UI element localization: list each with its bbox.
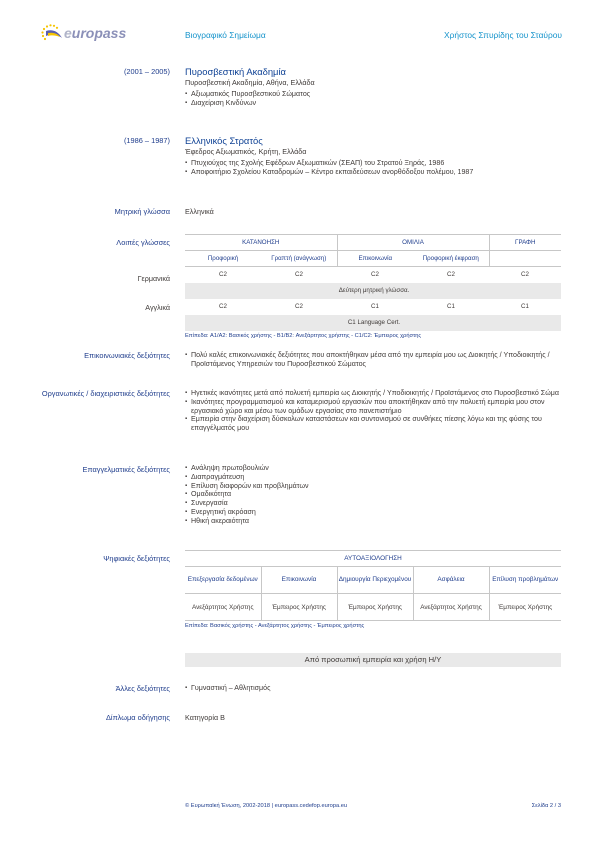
digital-value-cell: Ανεξάρτητος Χρήστης	[413, 594, 489, 621]
digital-header-cell: Επεξεργασία δεδομένων	[185, 567, 261, 594]
digital-value-cell: Έμπειρος Χρήστης	[337, 594, 413, 621]
table-row	[185, 594, 561, 621]
education-1-dates: (2001 – 2005)	[123, 67, 170, 76]
self-assessment-header: ΑΥΤΟΑΞΙΟΛΟΓΗΣΗ	[185, 551, 561, 567]
education-2-place: Έφεδρος Αξιωματικός, Κρήτη, Ελλάδα	[185, 147, 307, 156]
professional-section	[185, 461, 560, 526]
list-item: ▪ Ανάληψη πρωτοβουλιών	[185, 464, 560, 473]
level-cell: C2	[219, 271, 227, 279]
level-cell: C1	[447, 303, 455, 310]
languages-section	[185, 234, 560, 339]
digital-header-cell: Δημιουργία Περιεχομένου	[337, 567, 413, 594]
sub-header-listening: Προφορική	[185, 251, 261, 267]
digital-header-cell: Επικοινωνία	[261, 567, 337, 594]
mother-tongue-label: Μητρική γλώσσα	[114, 207, 170, 216]
list-item: ▪ Ηγετικές ικανότητες μετά από πολυετή εμπειρία ως Διοικητής / Υποδιοικητής / Προϊστάμενος στο Πυροσβεστικό Σώμα	[185, 389, 560, 398]
list-item: ▪ Διαχείριση Κινδύνων	[185, 99, 560, 108]
table-row	[185, 283, 561, 299]
list-item: ▪ Αξιωματικός Πυροσβεστικού Σώματος	[185, 90, 560, 99]
table-row	[185, 315, 561, 331]
organisational-section	[185, 386, 560, 433]
driving-licence-label: Δίπλωμα οδήγησης	[106, 713, 170, 722]
sub-header-reading: Γραπτή (ανάγνωση)	[261, 251, 337, 267]
digital-header-cell: Επίλυση προβλημάτων	[489, 567, 561, 594]
sub-header-production: Προφορική έκφραση	[413, 251, 489, 267]
header	[0, 0, 595, 50]
digital-value-cell: Έμπειρος Χρήστης	[489, 594, 561, 621]
professional-bullets	[185, 464, 560, 526]
level-cell: C2	[521, 271, 529, 279]
level-cell: C2	[371, 271, 379, 279]
level-cell: C1	[371, 303, 379, 310]
list-item: ▪ Εμπειρία στην διαχείριση δύσκολων καταστάσεων και συντονισμού σε συνθήκες πίεσης λόγω και της φύσης του επαγγέλματός μου	[185, 415, 560, 433]
communication-label: Επικοινωνιακές δεξιότητες	[84, 351, 170, 360]
logo-text: europass	[64, 25, 126, 41]
list-item: ▪ Ενεργητική ακρόαση	[185, 508, 560, 517]
level-cell: C2	[447, 271, 455, 279]
europass-logo-icon	[38, 22, 126, 46]
person-name: Χρήστος Σπυρίδης του Σταύρου	[444, 30, 562, 40]
table-row	[185, 299, 561, 315]
header-comprehension: ΚΑΤΑΝΟΗΣΗ	[185, 235, 337, 251]
languages-legend: Επίπεδα: A1/A2: Βασικός χρήστης - B1/B2: Ανεξάρτητος χρήστης - C1/C2: Έμπειρος χρήστης	[185, 332, 422, 339]
digital-value-cell: Ανεξάρτητος Χρήστης	[185, 594, 261, 621]
digital-value-cell: Έμπειρος Χρήστης	[261, 594, 337, 621]
language-name: Αγγλικά	[145, 303, 170, 312]
other-skills-label: Άλλες δεξιότητες	[115, 684, 170, 693]
education-2-dates: (1986 – 1987)	[123, 136, 170, 145]
other-skills-section	[185, 681, 560, 693]
languages-label: Λοιπές γλώσσες	[116, 238, 170, 247]
communication-bullets	[185, 351, 560, 369]
table-row	[185, 267, 561, 283]
other-skills-bullets	[185, 684, 560, 693]
list-item: ▪ Αποφοιτήριο Σχολείου Καταδρομών – Κέντρο εκπαιδεύσεων ανορθόδοξου πολέμου, 1987	[185, 168, 560, 177]
digital-table	[185, 550, 561, 621]
footer-copyright: © Ευρωπαϊκή Ένωση, 2002-2018 | europass.cedefop.europa.eu	[185, 803, 348, 809]
education-1-place: Πυροσβεστική Ακαδημία, Αθήνα, Ελλάδα	[185, 78, 315, 87]
professional-label: Επαγγελματικές δεξιότητες	[82, 465, 170, 474]
header-writing: ΓΡΑΦΗ	[489, 235, 561, 251]
list-item: ▪ Ομαδικότητα	[185, 490, 560, 499]
sub-header-writing	[489, 251, 561, 267]
mother-tongue-value: Ελληνικά	[185, 207, 214, 216]
education-2-org: Ελληνικός Στρατός	[185, 135, 263, 146]
driving-licence-value: Κατηγορία B	[185, 713, 225, 722]
communication-section	[185, 348, 560, 369]
digital-label: Ψηφιακές δεξιότητες	[103, 554, 170, 563]
organisational-bullets	[185, 389, 560, 433]
list-item: ▪ Ηθική ακεραιότητα	[185, 517, 560, 526]
list-item: ▪ Πολύ καλές επικοινωνιακές δεξιότητες που αποκτήθηκαν μέσα από την εμπειρία μου ως Διοικητής / Υποδιοικητής / Προϊστάμενος Υπηρεσιών του Πυροσβεστικού Σώματος	[185, 351, 560, 369]
education-2-bullets	[185, 159, 560, 177]
organisational-label: Οργανωτικές / διαχειριστικές δεξιότητες	[41, 389, 170, 398]
level-cell: C2	[295, 271, 303, 279]
digital-section	[185, 550, 560, 629]
digital-source-bar: Από προσωπική εμπειρία και χρήση Η/Υ	[185, 653, 561, 667]
education-1	[185, 66, 560, 108]
level-cell: C2	[219, 303, 227, 310]
digital-header-cell: Ασφάλεια	[413, 567, 489, 594]
level-cell: C1	[521, 303, 529, 310]
education-2	[185, 135, 560, 177]
list-item: ▪ Πτυχιούχος της Σχολής Εφέδρων Αξιωματικών (ΣΕΑΠ) του Στρατού Ξηράς, 1986	[185, 159, 560, 168]
list-item: ▪ Ικανότητες προγραμματισμού και καταμερισμού εργασιών που αποκτήθηκαν από την πολυετή εμπειρία μου στον εργασιακό χώρο και μέσω των ομάδων εργασίας στο πανεπιστήμιο	[185, 398, 560, 416]
footer-page-number: Σελίδα 2 / 3	[531, 803, 561, 809]
language-note: Δεύτερη μητρική γλώσσα.	[185, 283, 561, 299]
header-speaking: ΟΜΙΛΙΑ	[337, 235, 489, 251]
list-item: ▪ Επίλυση διαφορών και προβλημάτων	[185, 482, 560, 491]
list-item: ▪ Διαπραγμάτευση	[185, 473, 560, 482]
list-item: ▪ Γυμναστική – Αθλητισμός	[185, 684, 560, 693]
languages-table	[185, 234, 561, 331]
digital-legend: Επίπεδα: Βασικός χρήστης - Ανεξάρτητος χρήστης - Έμπειρος χρήστης	[185, 623, 365, 629]
level-cell: C2	[295, 303, 303, 310]
education-1-org: Πυροσβεστική Ακαδημία	[185, 66, 286, 77]
education-1-bullets	[185, 90, 560, 108]
language-note: C1 Language Cert.	[185, 315, 561, 331]
language-name: Γερμανικά	[137, 274, 170, 283]
list-item: ▪ Συνεργασία	[185, 499, 560, 508]
sub-header-interaction: Επικοινωνία	[337, 251, 413, 267]
document-title: Βιογραφικό Σημείωμα	[185, 30, 266, 40]
